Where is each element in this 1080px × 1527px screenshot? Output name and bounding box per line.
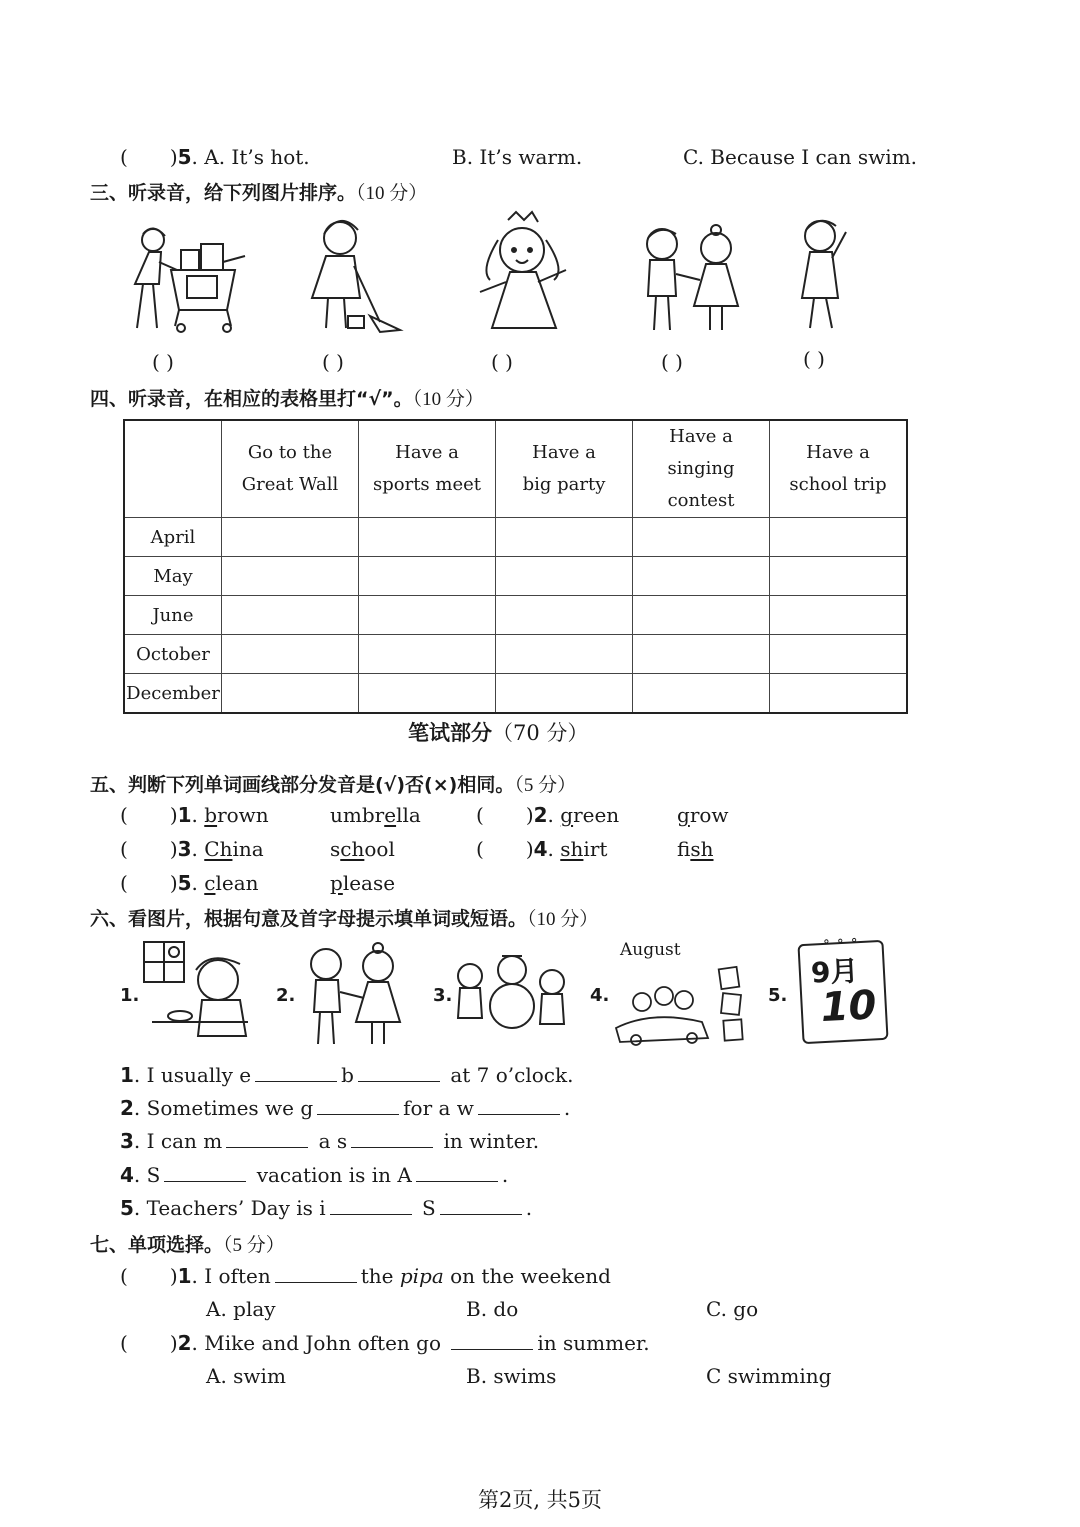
boy-girl-picture bbox=[630, 222, 750, 337]
table-header-cell: Have a sports meet bbox=[359, 420, 496, 518]
pron-item-4-compare: fish bbox=[677, 837, 714, 861]
check-cell[interactable] bbox=[359, 518, 496, 557]
mc2-option-c[interactable]: C swimming bbox=[706, 1364, 832, 1388]
section4-title: 四、听录音，在相应的表格里打“√”。（10 分） bbox=[90, 388, 484, 410]
check-cell[interactable] bbox=[496, 674, 633, 714]
mc-question-1: ( )1. I often the pipa on the weekend bbox=[120, 1264, 611, 1288]
pron-item-1-compare: umbrella bbox=[330, 803, 421, 827]
order-paren-4: ( ) bbox=[661, 350, 683, 374]
answer-paren-open: ( bbox=[120, 145, 128, 169]
check-cell[interactable] bbox=[770, 674, 908, 714]
section5-title: 五、判断下列单词画线部分发音是(√)否(×)相同。（5 分） bbox=[90, 774, 577, 796]
blank-field[interactable] bbox=[440, 1196, 522, 1215]
sweeping-picture bbox=[300, 212, 410, 337]
table-row bbox=[124, 674, 907, 714]
order-paren-3: ( ) bbox=[491, 350, 513, 374]
section3-title: 三、听录音，给下列图片排序。（10 分） bbox=[90, 182, 428, 204]
summer-trip-picture bbox=[612, 962, 752, 1047]
calendar-month: 9月 bbox=[810, 954, 860, 990]
fill-sentence-2: 2. Sometimes we g for a w . bbox=[120, 1096, 571, 1120]
check-cell[interactable] bbox=[222, 635, 359, 674]
pron-item-3-compare: school bbox=[330, 837, 395, 861]
breakfast-picture bbox=[140, 940, 255, 1040]
pron-item-5-compare: please bbox=[330, 871, 396, 895]
blank-field[interactable] bbox=[478, 1096, 560, 1115]
fill-sentence-4: 4. S vacation is in A . bbox=[120, 1163, 509, 1187]
table-row bbox=[124, 596, 907, 635]
table-row bbox=[124, 635, 907, 674]
month-cell: December bbox=[124, 674, 222, 714]
snowman-picture bbox=[452, 948, 572, 1033]
option-b: B. It’s warm. bbox=[452, 145, 583, 169]
check-cell[interactable] bbox=[770, 635, 908, 674]
q5-row bbox=[120, 145, 310, 169]
pic-label-3: 3. bbox=[433, 985, 453, 1006]
section6-title: 六、看图片，根据句意及首字母提示填单词或短语。（10 分） bbox=[90, 908, 599, 930]
calendar-picture bbox=[797, 933, 888, 1044]
pic-label-1: 1. bbox=[120, 985, 140, 1006]
table-header-cell: Have a big party bbox=[496, 420, 633, 518]
check-cell[interactable] bbox=[496, 557, 633, 596]
order-paren-5: ( ) bbox=[803, 347, 825, 371]
answer-paren-close: ) bbox=[169, 145, 178, 169]
pron-item-3: ( )3. China bbox=[120, 837, 264, 861]
pron-item-2-compare: grow bbox=[677, 803, 729, 827]
princess-picture bbox=[470, 210, 580, 340]
table-header-cell: Go to the Great Wall bbox=[222, 420, 359, 518]
order-paren-1: ( ) bbox=[152, 350, 174, 374]
mc1-option-a[interactable]: A. play bbox=[206, 1297, 276, 1321]
table-header-row bbox=[124, 420, 907, 518]
table-corner-cell bbox=[124, 420, 222, 518]
pron-item-4: ( )4. shirt bbox=[476, 837, 608, 861]
fill-sentence-3: 3. I can m a s in winter. bbox=[120, 1129, 540, 1153]
pic-label-5: 5. bbox=[768, 985, 788, 1006]
month-cell: June bbox=[124, 596, 222, 635]
blank-field[interactable] bbox=[358, 1063, 440, 1082]
check-cell[interactable] bbox=[770, 557, 908, 596]
option-a: . A. It’s hot. bbox=[191, 145, 310, 169]
mc2-option-a[interactable]: A. swim bbox=[206, 1364, 286, 1388]
check-cell[interactable] bbox=[222, 557, 359, 596]
mc2-option-b[interactable]: B. swims bbox=[466, 1364, 557, 1388]
check-cell[interactable] bbox=[359, 674, 496, 714]
check-cell[interactable] bbox=[359, 557, 496, 596]
section7-title: 七、单项选择。（5 分） bbox=[90, 1234, 285, 1256]
check-cell[interactable] bbox=[496, 635, 633, 674]
shopping-picture bbox=[115, 222, 250, 337]
pron-item-2: ( )2. green bbox=[476, 803, 620, 827]
check-cell[interactable] bbox=[633, 557, 770, 596]
check-cell[interactable] bbox=[496, 518, 633, 557]
check-cell[interactable] bbox=[770, 596, 908, 635]
check-cell[interactable] bbox=[633, 674, 770, 714]
check-cell[interactable] bbox=[222, 674, 359, 714]
pic-label-4: 4. bbox=[590, 985, 610, 1006]
page-footer: 第2页, 共5页 bbox=[477, 1488, 603, 1512]
calendar-rings: ⚬ ⚬ ⚬ bbox=[821, 933, 860, 950]
fill-sentence-5: 5. Teachers’ Day is i S . bbox=[120, 1196, 533, 1220]
check-cell[interactable] bbox=[222, 518, 359, 557]
table-row bbox=[124, 557, 907, 596]
table-header-cell: Have a singing contest bbox=[633, 420, 770, 518]
option-c: C. Because I can swim. bbox=[683, 145, 918, 169]
blank-field[interactable] bbox=[226, 1129, 308, 1148]
blank-field[interactable] bbox=[255, 1063, 337, 1082]
month-cell: May bbox=[124, 557, 222, 596]
mc-question-2: ( )2. Mike and John often go in summer. bbox=[120, 1331, 650, 1355]
check-cell[interactable] bbox=[222, 596, 359, 635]
check-cell[interactable] bbox=[633, 518, 770, 557]
month-cell: October bbox=[124, 635, 222, 674]
blank-field[interactable] bbox=[275, 1264, 357, 1283]
check-cell[interactable] bbox=[633, 635, 770, 674]
check-cell[interactable] bbox=[633, 596, 770, 635]
blank-field[interactable] bbox=[164, 1163, 246, 1182]
check-cell[interactable] bbox=[359, 635, 496, 674]
activity-table bbox=[123, 419, 908, 714]
month-cell: April bbox=[124, 518, 222, 557]
august-label: August bbox=[620, 940, 681, 960]
check-cell[interactable] bbox=[496, 596, 633, 635]
blank-field[interactable] bbox=[317, 1096, 399, 1115]
blank-field[interactable] bbox=[351, 1129, 433, 1148]
written-part-title: 笔试部分（70 分） bbox=[408, 721, 589, 745]
mc1-option-c[interactable]: C. go bbox=[706, 1297, 759, 1321]
check-cell[interactable] bbox=[770, 518, 908, 557]
pron-item-1: ( )1. brown bbox=[120, 803, 269, 827]
blank-field[interactable] bbox=[451, 1331, 533, 1350]
blank-field[interactable] bbox=[330, 1196, 412, 1215]
blank-field[interactable] bbox=[416, 1163, 498, 1182]
waving-girl-picture bbox=[792, 212, 862, 337]
fill-sentence-1: 1. I usually e b at 7 o’clock. bbox=[120, 1063, 574, 1087]
calendar-day: 10 bbox=[819, 982, 878, 1032]
table-row bbox=[124, 518, 907, 557]
pron-item-5: ( )5. clean bbox=[120, 871, 259, 895]
walk-picture bbox=[296, 940, 411, 1050]
order-paren-2: ( ) bbox=[322, 350, 344, 374]
check-cell[interactable] bbox=[359, 596, 496, 635]
mc1-option-b[interactable]: B. do bbox=[466, 1297, 519, 1321]
question-number: 5 bbox=[177, 145, 192, 169]
pic-label-2: 2. bbox=[276, 985, 296, 1006]
table-header-cell: Have a school trip bbox=[770, 420, 908, 518]
